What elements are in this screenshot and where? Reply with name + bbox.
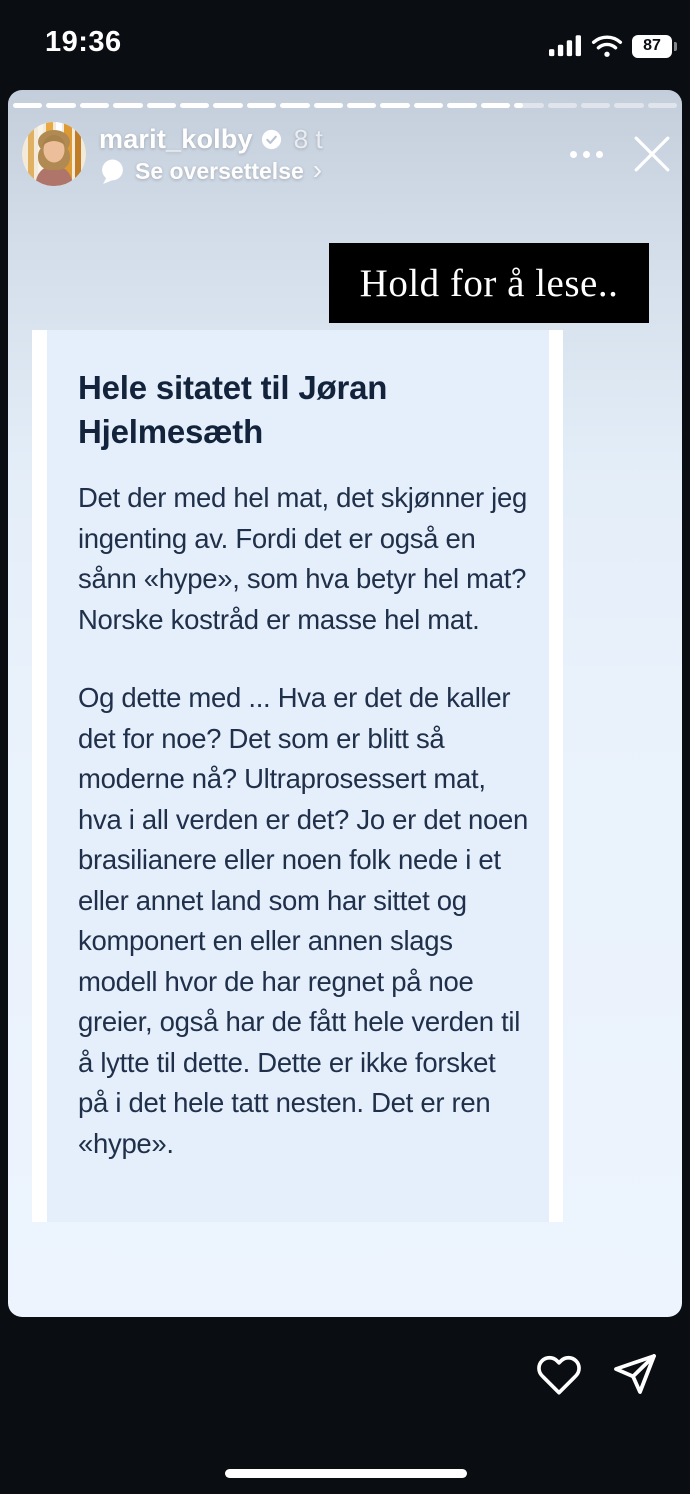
- story-header: [22, 122, 682, 186]
- progress-segment: [314, 103, 343, 108]
- story-time-ago: 8 t: [293, 123, 323, 154]
- article-paragraph: Det der med hel mat, det skjønner jeg ingenting av. Fordi det er også en sånn «hype», som hva betyr hel mat? Norske kostråd er masse hel mat.: [78, 482, 527, 635]
- paper-plane-icon: [610, 1350, 658, 1398]
- progress-segment: [13, 103, 42, 108]
- cellular-signal-icon: [549, 35, 582, 57]
- like-button[interactable]: [536, 1352, 582, 1398]
- hold-to-read-label: Hold for å lese..: [359, 261, 619, 305]
- progress-segment: [347, 103, 376, 108]
- avatar-image: [22, 122, 86, 186]
- article-paragraph: Og dette med ... Hva er det de kaller det for noe? Det som er blitt så moderne nå? Ultraprosessert mat, hva i all verden er det? Jo er det noen brasilianere eller noen folk nede i et eller annet land som har sittet og komponert en eller annen slags modell hvor de har regnet på noe greier, også har de fått hele verden til å lytte til dette. Dette er ikke forsket på i det hele tatt nesten. Det er ren «hype».: [78, 682, 528, 1159]
- progress-segment: [648, 103, 677, 108]
- close-story-button[interactable]: [630, 132, 674, 176]
- progress-segment: [113, 103, 142, 108]
- hold-to-read-banner: [329, 243, 649, 323]
- status-time: 19:36: [45, 26, 122, 58]
- progress-segment: [247, 103, 276, 108]
- story-identity: [99, 124, 323, 185]
- article-body: [47, 330, 549, 1222]
- chevron-right-icon: ›: [312, 153, 323, 185]
- story-card[interactable]: [8, 90, 682, 1317]
- status-icons: [549, 34, 672, 58]
- share-button[interactable]: [610, 1350, 658, 1398]
- verified-badge-icon: [261, 129, 282, 150]
- progress-segment: [447, 103, 476, 108]
- battery-icon: [632, 35, 672, 58]
- battery-percent: 87: [643, 37, 661, 54]
- progress-segment: [581, 103, 610, 108]
- story-progress-bar: [13, 103, 677, 108]
- progress-segment: [46, 103, 75, 108]
- wifi-icon: [591, 34, 623, 58]
- article-paragraphs: [78, 478, 529, 1164]
- progress-segment: [414, 103, 443, 108]
- quoted-article-screenshot: [32, 330, 563, 1222]
- article-right-margin: [549, 330, 563, 1222]
- more-dot: [583, 151, 590, 158]
- more-options-button[interactable]: [566, 134, 606, 174]
- article-left-margin: [32, 330, 47, 1222]
- heart-icon: [536, 1352, 582, 1398]
- article-heading: Hele sitatet til Jøran Hjelmesæth: [78, 369, 388, 450]
- avatar[interactable]: [22, 122, 86, 186]
- progress-segment: [548, 103, 577, 108]
- see-translation-button[interactable]: [99, 153, 323, 185]
- translate-bubble-icon: [99, 158, 126, 185]
- more-dot: [596, 151, 603, 158]
- progress-segment: [213, 103, 242, 108]
- home-indicator[interactable]: [225, 1469, 467, 1478]
- more-dot: [570, 151, 577, 158]
- progress-segment: [180, 103, 209, 108]
- progress-segment: [280, 103, 309, 108]
- progress-segment: [80, 103, 109, 108]
- close-icon: [633, 135, 671, 173]
- story-username[interactable]: marit_kolby: [99, 123, 253, 154]
- progress-segment: [481, 103, 510, 108]
- progress-segment: [614, 103, 643, 108]
- progress-segment: [380, 103, 409, 108]
- progress-segment: [514, 103, 543, 108]
- ios-status-bar: [0, 0, 690, 90]
- see-translation-label: Se oversettelse: [135, 157, 304, 184]
- progress-segment: [147, 103, 176, 108]
